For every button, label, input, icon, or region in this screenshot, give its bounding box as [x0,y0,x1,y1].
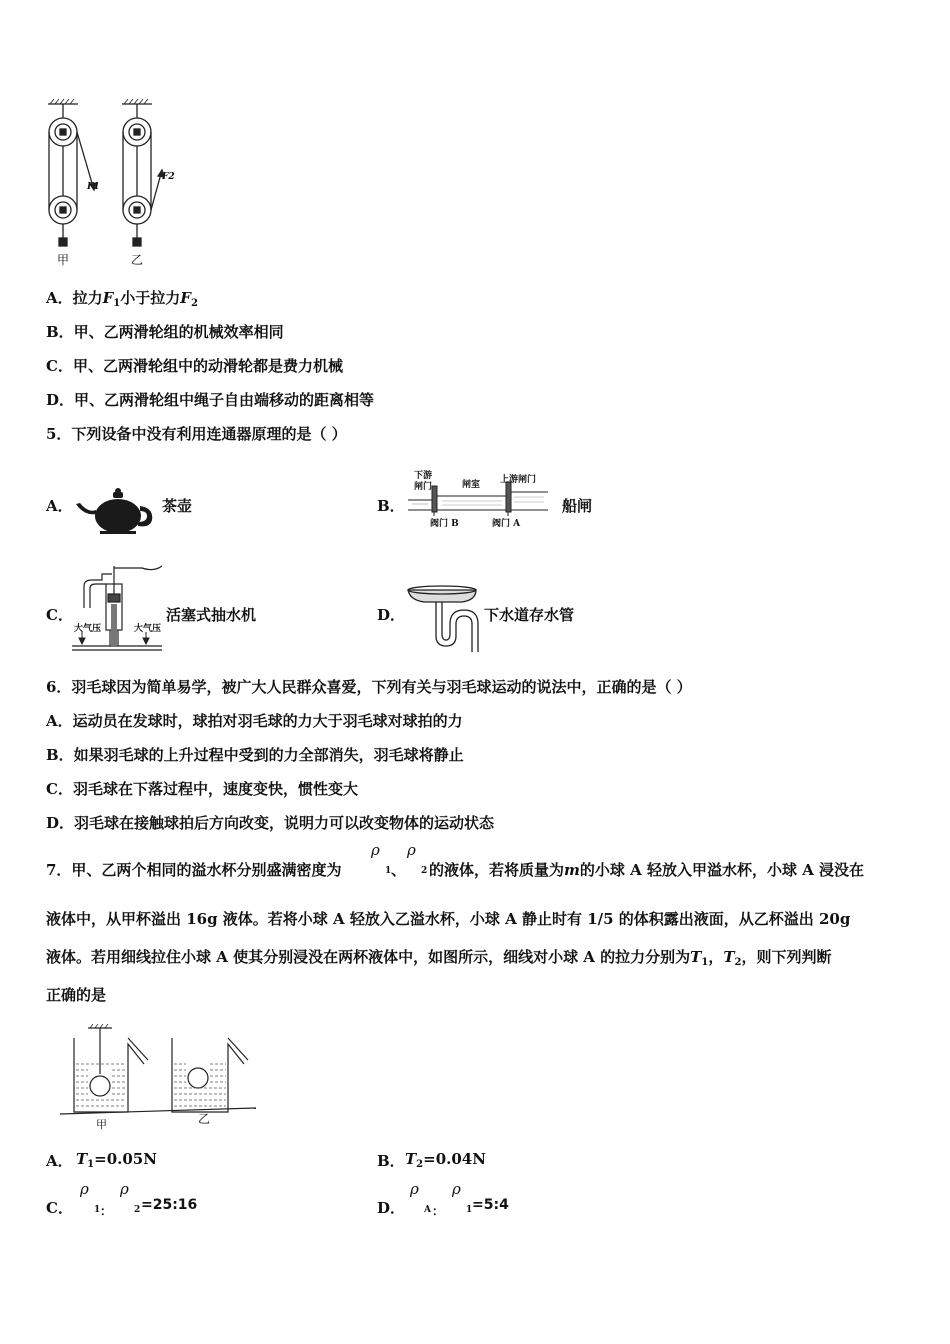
q7-d-colon: ： [432,1204,445,1218]
q7-a-label: A． [46,1152,73,1170]
q7-d-sub1: 1 [466,1205,473,1215]
lock-chamber: 闸室 [462,480,481,490]
q6-option-d: D．羽毛球在接触球拍后方向改变，说明力可以改变物体的运动状态 [46,814,495,832]
q6-option-a: A．运动员在发球时，球拍对羽毛球的力大于羽毛球对球拍的力 [46,712,463,730]
q7-fig-label-jia: 甲 [96,1118,107,1131]
q7-rho2-sub: 2 [421,866,428,876]
q7-d-rho-a: ρ [410,1180,419,1198]
q5-c-text: 活塞式抽水机 [166,606,257,624]
q7-d-rho1: ρ [452,1180,461,1198]
q7-c-sub2: 2 [134,1205,141,1215]
q5-a-text: 茶壶 [162,497,193,515]
q7-line3: 液体。若用细线拉住小球 A 使其分别浸没在两杯液体中，如图所示，细线对小球 A 的拉力分别为$T_1$，$T_2$，则下列判断 [46,948,832,968]
q6-stem: 6．羽毛球因为简单易学，被广大人民群众喜爱，下列有关与羽毛球运动的说法中，正确的是（ ） [46,678,692,696]
q5-d-text: 下水道存水管 [484,606,575,624]
pulley-figure [40,98,180,268]
q7-c-rho2: ρ [120,1180,129,1198]
q5-d-label: D． [377,606,406,624]
q7-sep: 、 [391,861,407,879]
lock-down-gate-1: 下游 [414,471,433,481]
q5-c-label: C． [46,606,73,624]
lock-valve-a: 阀门 A [492,519,521,529]
q7-c-rho1: ρ [80,1180,89,1198]
teapot-image [74,486,160,536]
q7-c-label: C． [46,1199,73,1217]
q7-option-a: $T_1=0.05N$ [76,1150,157,1170]
q7-d-value: =5:4 [472,1197,509,1213]
q4-option-a: A．拉力$F_1$小于拉力$F_2$ [46,289,198,309]
q4-option-b: B．甲、乙两滑轮组的机械效率相同 [46,323,284,341]
pump-right-label: 大气压 [134,624,162,634]
q5-b-label: B． [377,497,405,515]
q6-option-c: C．羽毛球在下落过程中，速度变快，惯性变大 [46,780,358,798]
piston-pump-image [72,564,162,656]
lock-valve-b: 阀门 B [430,519,459,529]
f2-label: F2 [162,172,175,182]
q7-fig-label-yi: 乙 [198,1112,211,1126]
pulley-label-yi: 乙 [131,253,144,267]
pulley-label-jia: 甲 [57,253,70,267]
q7-option-b: $T_2=0.04N$ [405,1150,486,1170]
q7-d-label: D． [377,1199,406,1217]
lock-down-gate-2: 闸门 [414,482,433,492]
q7-line4: 正确的是 [46,986,107,1004]
q7-c-colon: ： [100,1204,113,1218]
q7-rho1: ρ [371,841,380,859]
q4-option-d: D．甲、乙两滑轮组中绳子自由端移动的距离相等 [46,391,375,409]
q4-option-c: C．甲、乙两滑轮组中的动滑轮都是费力机械 [46,357,343,375]
q7-rho2: ρ [407,841,416,859]
q7-rho1-sub: 1 [385,866,392,876]
q5-stem: 5．下列设备中没有利用连通器原理的是（ ） [46,425,347,443]
q7-line2: 液体中，从甲杯溢出 16g 液体。若将小球 A 轻放入乙溢水杯，小球 A 静止时有 1/5 的体积露出液面，从乙杯溢出 20g [46,910,851,928]
q5-a-label: A． [46,497,73,515]
q7-c-sub1: 1 [94,1205,101,1215]
q7-line1-a: 7．甲、乙两个相同的溢水杯分别盛满密度为 [46,861,342,879]
q7-b-label: B． [377,1152,405,1170]
q7-d-sub-a: A [424,1205,431,1215]
q5-b-text: 船闸 [562,497,593,515]
pump-left-label: 大气压 [74,624,102,634]
lock-up-gate: 上游闸门 [500,475,537,485]
f1-label: F1 [87,182,100,192]
overflow-cups-figure [60,1024,260,1120]
q7-line1-b: 的液体，若将质量为m的小球 A 轻放入甲溢水杯，小球 A 浸没在 [429,861,865,879]
q6-option-b: B．如果羽毛球的上升过程中受到的力全部消失，羽毛球将静止 [46,746,464,764]
q7-c-value: =25:16 [141,1197,198,1213]
drain-trap-image [406,584,482,652]
